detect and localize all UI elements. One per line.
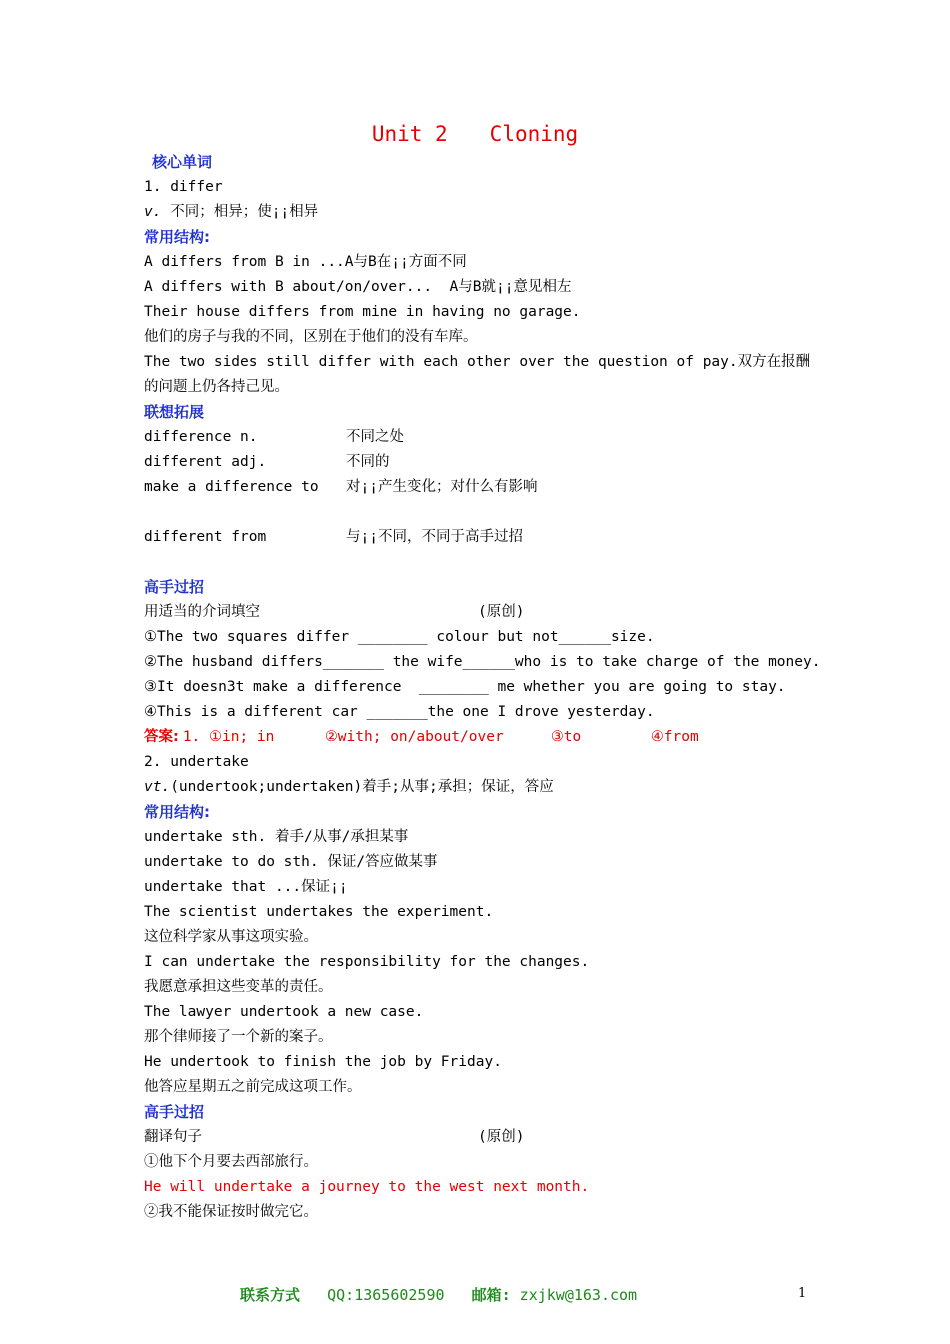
title-topic: Cloning (489, 122, 579, 146)
exercise-question: ②The husband differs_______ the wife______who is to take charge of the money. (144, 654, 821, 670)
page-title (0, 122, 950, 146)
word-entry-differ: 1. differ (144, 179, 223, 195)
practice-source: (原创) (478, 1129, 525, 1145)
page-footer (0, 1284, 950, 1308)
expand-meaning: 对¡¡产生变化；对什么有影响 (346, 479, 538, 495)
expand-heading: 联想拓展 (144, 403, 205, 421)
answer-label: 答案: (144, 729, 179, 745)
expand-row (144, 525, 814, 575)
exercise-question: ③It doesn3t make a difference ________ me whether you are going to stay. (144, 679, 786, 695)
answer-line (144, 725, 814, 750)
structure-line: undertake sth. 着手/从事/承担某事 (144, 829, 409, 845)
footer-contact (240, 1284, 637, 1305)
contact-label: 联系方式 (240, 1286, 301, 1304)
expand-meaning: 与¡¡不同，不同于高手过招 (346, 529, 523, 545)
contact-qq: QQ:1365602590 (327, 1286, 445, 1304)
expand-row (144, 475, 814, 525)
exercise-question: ①The two squares differ ________ colour but not______size. (144, 629, 655, 645)
example-en: I can undertake the responsibility for the changes. (144, 954, 590, 970)
translation-answer: He will undertake a journey to the west next month. (144, 1179, 590, 1195)
title-unit: Unit 2 (371, 122, 448, 146)
example-paragraph: The two sides still differ with each other over the question of pay.双方在报酬的问题上仍各持己见。 (144, 354, 811, 395)
contact-email: zxjkw@163.com (519, 1286, 638, 1304)
practice-title-row (144, 1125, 814, 1150)
practice-heading: 高手过招 (144, 1103, 205, 1121)
expand-meaning: 不同的 (346, 454, 390, 470)
section-heading-core-words: 核心单词 (152, 153, 213, 171)
exercise-question: ④This is a different car _______the one I drove yesterday. (144, 704, 655, 720)
word-definition (144, 775, 814, 800)
practice-heading: 高手过招 (144, 578, 205, 596)
word-definition (144, 200, 814, 225)
definition-text: (undertook;undertaken)着手;从事;承担；保证，答应 (170, 779, 554, 795)
example-en: He undertook to finish the job by Friday. (144, 1054, 502, 1070)
practice-title: 翻译句子 (144, 1129, 202, 1145)
answer-item: 1. ①in; in (182, 729, 275, 745)
structures-heading: 常用结构: (144, 228, 210, 246)
practice-source: (原创) (478, 604, 525, 620)
structure-line: undertake that ...保证¡¡ (144, 879, 348, 895)
example-en: The lawyer undertook a new case. (144, 1004, 424, 1020)
expand-meaning: 不同之处 (346, 429, 404, 445)
expand-row (144, 450, 814, 475)
translation-question: ①他下个月要去西部旅行。 (144, 1154, 318, 1170)
expand-term: difference n. (144, 429, 258, 445)
answer-item: ②with; on/about/over (324, 729, 504, 745)
example-zh: 这位科学家从事这项实验。 (144, 929, 318, 945)
part-of-speech: vt. (144, 779, 171, 795)
part-of-speech: v. (144, 204, 162, 220)
example-zh: 那个律师接了一个新的案子。 (144, 1029, 333, 1045)
expand-term: different from (144, 529, 267, 545)
answer-item: ③to (550, 729, 582, 745)
practice-title-row (144, 600, 814, 625)
answer-item: ④from (650, 729, 699, 745)
structure-line: A differs from B in ...A与B在¡¡方面不同 (144, 254, 467, 270)
expand-term: make a difference to (144, 479, 319, 495)
example-zh: 他们的房子与我的不同，区别在于他们的没有车库。 (144, 329, 478, 345)
example-zh: 我愿意承担这些变革的责任。 (144, 979, 333, 995)
example-zh: 他答应星期五之前完成这项工作。 (144, 1079, 362, 1095)
word-entry-undertake: 2. undertake (144, 754, 249, 770)
definition-text: 不同；相异；使¡¡相异 (161, 204, 319, 220)
structure-line: undertake to do sth. 保证/答应做某事 (144, 854, 438, 870)
example-en: The scientist undertakes the experiment. (144, 904, 494, 920)
structure-line: A differs with B about/on/over... A与B就¡¡意见相左 (144, 279, 572, 295)
expand-term: different adj. (144, 454, 267, 470)
page-number: 1 (798, 1286, 807, 1301)
expand-row (144, 425, 814, 450)
practice-title: 用适当的介词填空 (144, 604, 260, 620)
translation-question: ②我不能保证按时做完它。 (144, 1204, 318, 1220)
document-body (144, 150, 821, 1225)
structures-heading: 常用结构: (144, 803, 210, 821)
email-label: 邮箱: (471, 1286, 511, 1304)
example-en: Their house differs from mine in having no garage. (144, 304, 581, 320)
